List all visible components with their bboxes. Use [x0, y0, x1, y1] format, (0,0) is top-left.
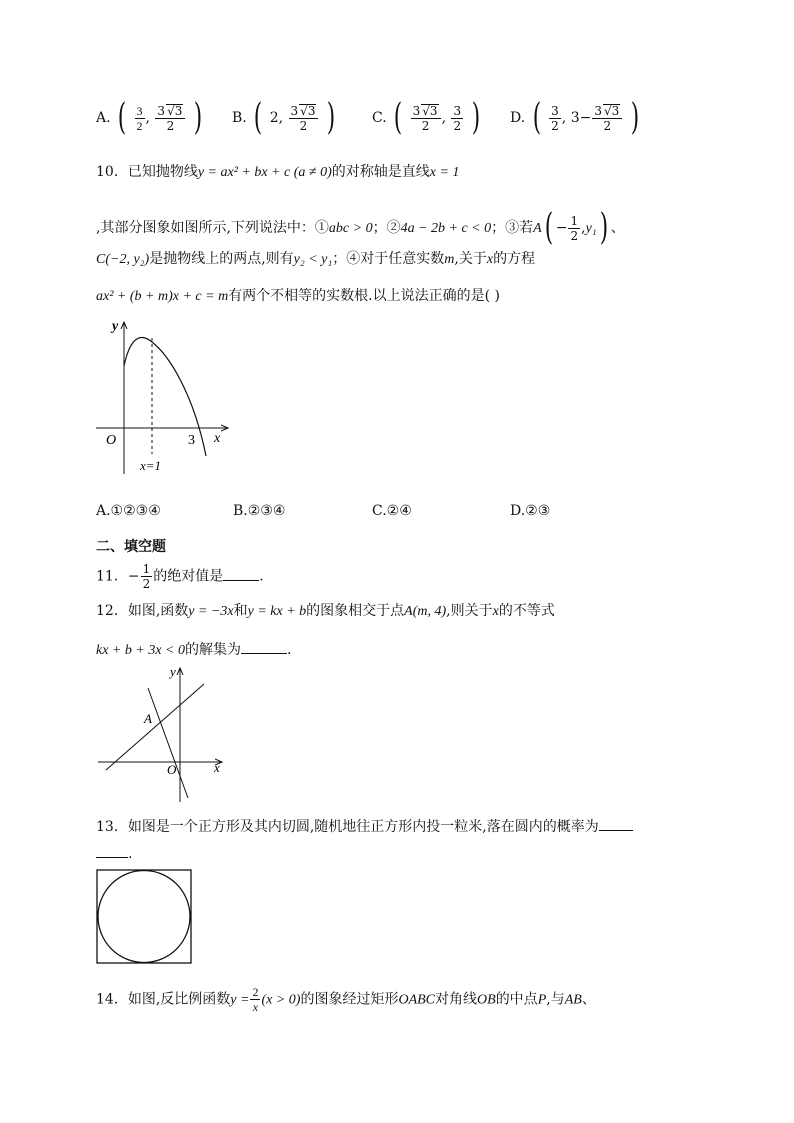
q9-option-c[interactable]: C. ( $\frac{3 √3}{2}$ , $\frac{3}{2}$ )	[372, 97, 480, 138]
point-a-x-frac: $\frac{1}{2}$	[570, 213, 579, 243]
statement-1: abc > 0	[328, 221, 373, 236]
q11-number: 11．	[96, 568, 128, 585]
q10-parabola-graph	[90, 316, 240, 476]
q12-line-2: kx + b + 3x < 0的解集为 .	[96, 639, 291, 660]
q9-option-c-label: C.	[372, 110, 387, 126]
right-paren: )	[326, 97, 336, 138]
left-paren: (	[117, 97, 127, 138]
graph-label-o: O	[106, 433, 117, 448]
inscribed-circle	[98, 871, 190, 963]
q9-option-d-label: D.	[510, 110, 526, 126]
right-paren: )	[193, 97, 203, 138]
left-paren: (	[532, 97, 541, 138]
graph-label-a: A	[144, 711, 152, 726]
q12-point: A(m, 4)	[404, 604, 447, 619]
q12-line-1: 12．如图,函数y = −3x和y = kx + b的图象相交于点A(m, 4),则关于x的不等式	[96, 603, 555, 619]
q10-option-a[interactable]: A.①②③④	[96, 503, 161, 519]
q9-b-x: 2	[269, 110, 279, 126]
q9-d-y-frac: $\frac{3 √3}{2}$	[592, 104, 622, 132]
q13-answer-blank-part2[interactable]	[96, 843, 128, 858]
q10-option-d[interactable]: D.②③	[510, 503, 551, 519]
graph-label-o: O	[167, 762, 177, 777]
q9-c-y-frac: $\frac{3}{2}$	[453, 103, 462, 133]
q9-option-b[interactable]: B. ( 2, $\frac{3 √3}{2}$ )	[232, 97, 336, 138]
q13-line-1: 13．如图是一个正方形及其内切圆,随机地往正方形内投一粒米,落在圆内的概率为	[96, 816, 633, 836]
q9-d-x-frac: $\frac{3}{2}$	[551, 103, 559, 133]
section-title: 二、填空题	[96, 539, 166, 555]
q13-square-circle-figure	[96, 869, 194, 965]
graph-label-y: y	[170, 664, 176, 679]
q12-number: 12．	[96, 603, 128, 619]
q10-line-4: ax² + (b + m)x + c = m有两个不相等的实数根.以上说法正确的是( )	[96, 288, 501, 304]
parabola-equation: y = ax² + bx + c (a ≠ 0)	[197, 165, 332, 180]
q10-number: 10．	[96, 164, 128, 180]
line-y-kx-b	[106, 684, 204, 770]
axis-equation: x = 1	[429, 165, 460, 180]
q9-option-b-label: B.	[232, 110, 247, 126]
point-a: A	[533, 221, 542, 236]
graph-label-y: y	[112, 319, 119, 334]
q12-answer-blank[interactable]	[241, 639, 287, 654]
point-c: C(−2, y₂)	[96, 252, 150, 267]
q9-c-x-frac: $\frac{3 √3}{2}$	[411, 104, 441, 132]
q11-frac: $\frac{1}{2}$	[142, 562, 151, 591]
q11: 11．− $\frac{1}{2}$ 的绝对值是 .	[96, 562, 264, 591]
q14-frac: $\frac{2}{x}$	[252, 985, 259, 1014]
q9-a-y-frac: $\frac{3 √3}{2}$	[155, 104, 185, 132]
graph-label-3: 3	[188, 433, 195, 448]
q11-answer-blank[interactable]	[223, 566, 259, 581]
left-paren: (	[254, 97, 263, 138]
right-paren: )	[630, 97, 639, 138]
q10-option-b[interactable]: B.②③④	[233, 503, 286, 519]
q9-b-y-frac: $\frac{3 √3}{2}$	[289, 104, 319, 132]
comparison: y₂ < y₁	[293, 252, 333, 267]
q10-option-c[interactable]: C.②④	[372, 503, 412, 519]
q13-line-2: .	[96, 843, 132, 863]
q9-option-a[interactable]: A. ( $\frac{3}{2}$ , $\frac{3 √3}{2}$ )	[96, 97, 203, 138]
q10-line-3: C(−2, y₂)是抛物线上的两点,则有y₂ < y₁；④对于任意实数m,关于x的方程	[96, 251, 536, 267]
q9-option-a-label: A.	[96, 110, 111, 126]
q9-d-y-prefix: 3−	[570, 110, 592, 126]
line-y-neg3x	[148, 688, 188, 798]
q13-answer-blank-part1[interactable]	[599, 816, 633, 831]
q12-lines-graph	[94, 664, 230, 804]
graph-label-axis: x=1	[140, 458, 162, 473]
statement-2: 4a − 2b + c < 0	[400, 221, 492, 236]
q10-line-2: ,其部分图象如图所示,下列说法中：①abc > 0；②4a − 2b + c < 0；③若A( − $\frac{1}{2}$ ,y₁) 、	[96, 207, 625, 248]
q13-number: 13．	[96, 819, 128, 835]
right-paren: )	[471, 97, 480, 138]
q14-number: 14．	[96, 991, 128, 1008]
equation-4: ax² + (b + m)x + c = m	[96, 289, 229, 304]
left-paren: (	[393, 97, 403, 138]
q14-line-1: 14．如图,反比例函数y = $\frac{2}{x}$ (x > 0)的图象经过矩形OABC对角线OB的中点P,与AB、	[96, 985, 596, 1014]
q12-inequality: kx + b + 3x < 0	[96, 643, 185, 658]
graph-label-x: x	[214, 760, 220, 775]
q9-a-x-frac: $\frac{3}{2}$	[136, 103, 143, 133]
q10-line-1: 10．已知抛物线y = ax² + bx + c (a ≠ 0)的对称轴是直线x = 1	[96, 164, 460, 180]
q9-option-d[interactable]: D. ( $\frac{3}{2}$ , 3− $\frac{3 √3}{2}$ )	[510, 97, 639, 138]
graph-label-x: x	[214, 431, 221, 446]
